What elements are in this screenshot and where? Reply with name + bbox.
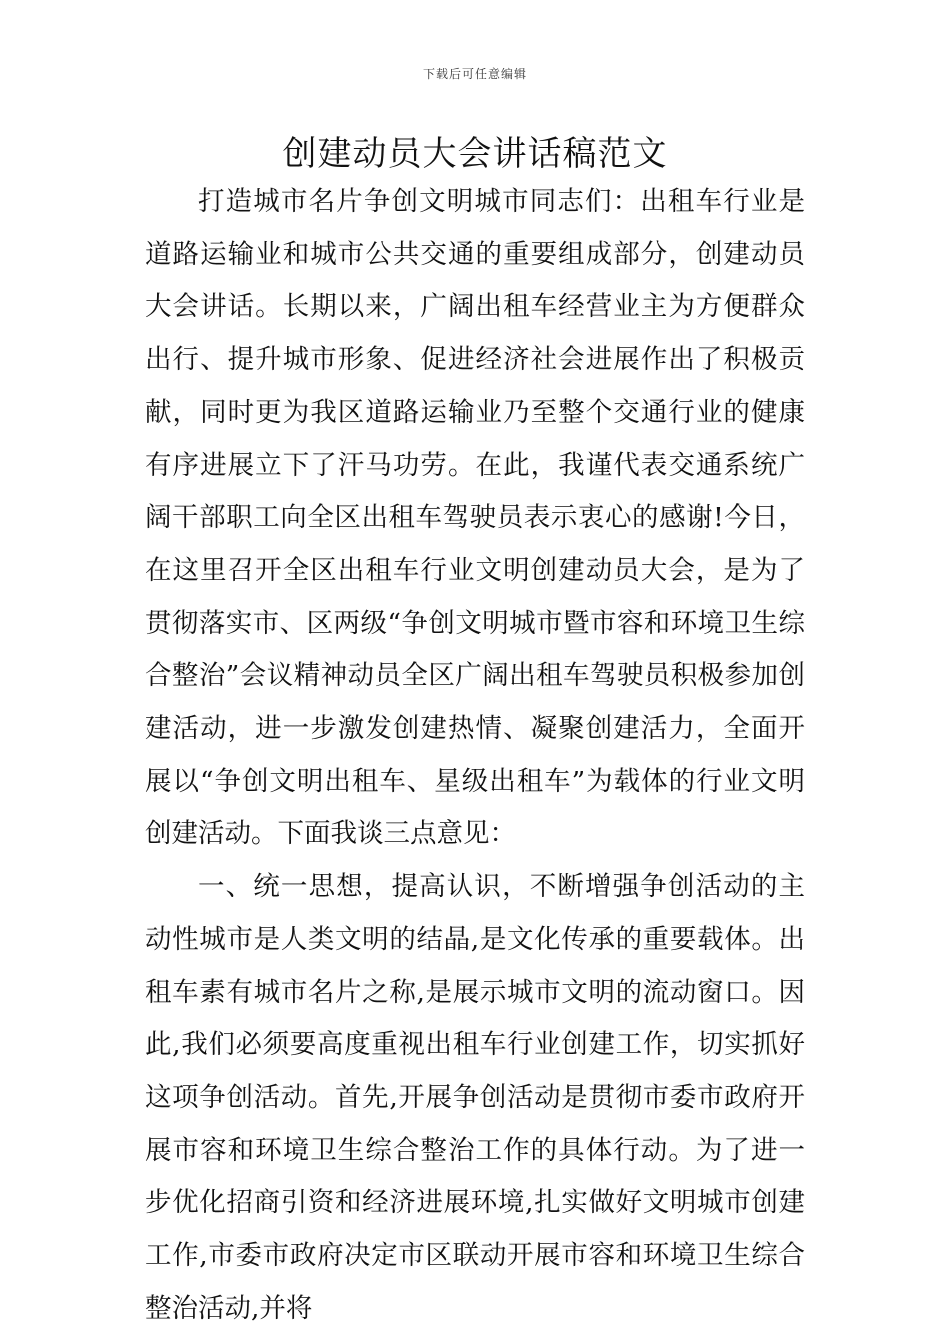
header-note: 下载后可任意编辑 (422, 67, 527, 81)
paragraph-intro: 打造城市名片争创文明城市同志们：出租车行业是道路运输业和城市公共交通的重要组成部分，创建动员大会讲话。长期以来，广阔出租车经营业主为方便群众出行、提升城市形象、促进经济社会进展作出了积极贡献，同时更为我区道路运输业乃至整个交通行业的健康有序进展立下了汗马功劳。在此，我谨代表交通系统广阔干部职工向全区出租车驾驶员表示衷心的感谢!今日，在这里召开全区出租车行业文明创建动员大会，是为了贯彻落实市、区两级“争创文明城市暨市容和环境卫生综合整治”会议精神动员全区广阔出租车驾驶员积极参加创建活动，进一步激发创建热情、凝聚创建活力，全面开展以“争创文明出租车、星级出租车”为载体的行业文明创建活动。下面我谈三点意见： (145, 186, 805, 850)
document-body (145, 176, 805, 1335)
paragraph-section-one: 一、统一思想，提高认识，不断增强争创活动的主动性城市是人类文明的结晶,是文化传承的重要载体。出租车素有城市名片之称,是展示城市文明的流动窗口。因此,我们必须要高度重视出租车行业创建工作，切实抓好这项争创活动。首先,开展争创活动是贯彻市委市政府开展市容和环境卫生综合整治工作的具体行动。为了进一步优化招商引资和经济进展环境,扎实做好文明城市创建工作,市委市政府决定市区联动开展市容和环境卫生综合整治活动,并将 (145, 871, 805, 1324)
document-title: 创建动员大会讲话稿范文 (282, 134, 668, 174)
